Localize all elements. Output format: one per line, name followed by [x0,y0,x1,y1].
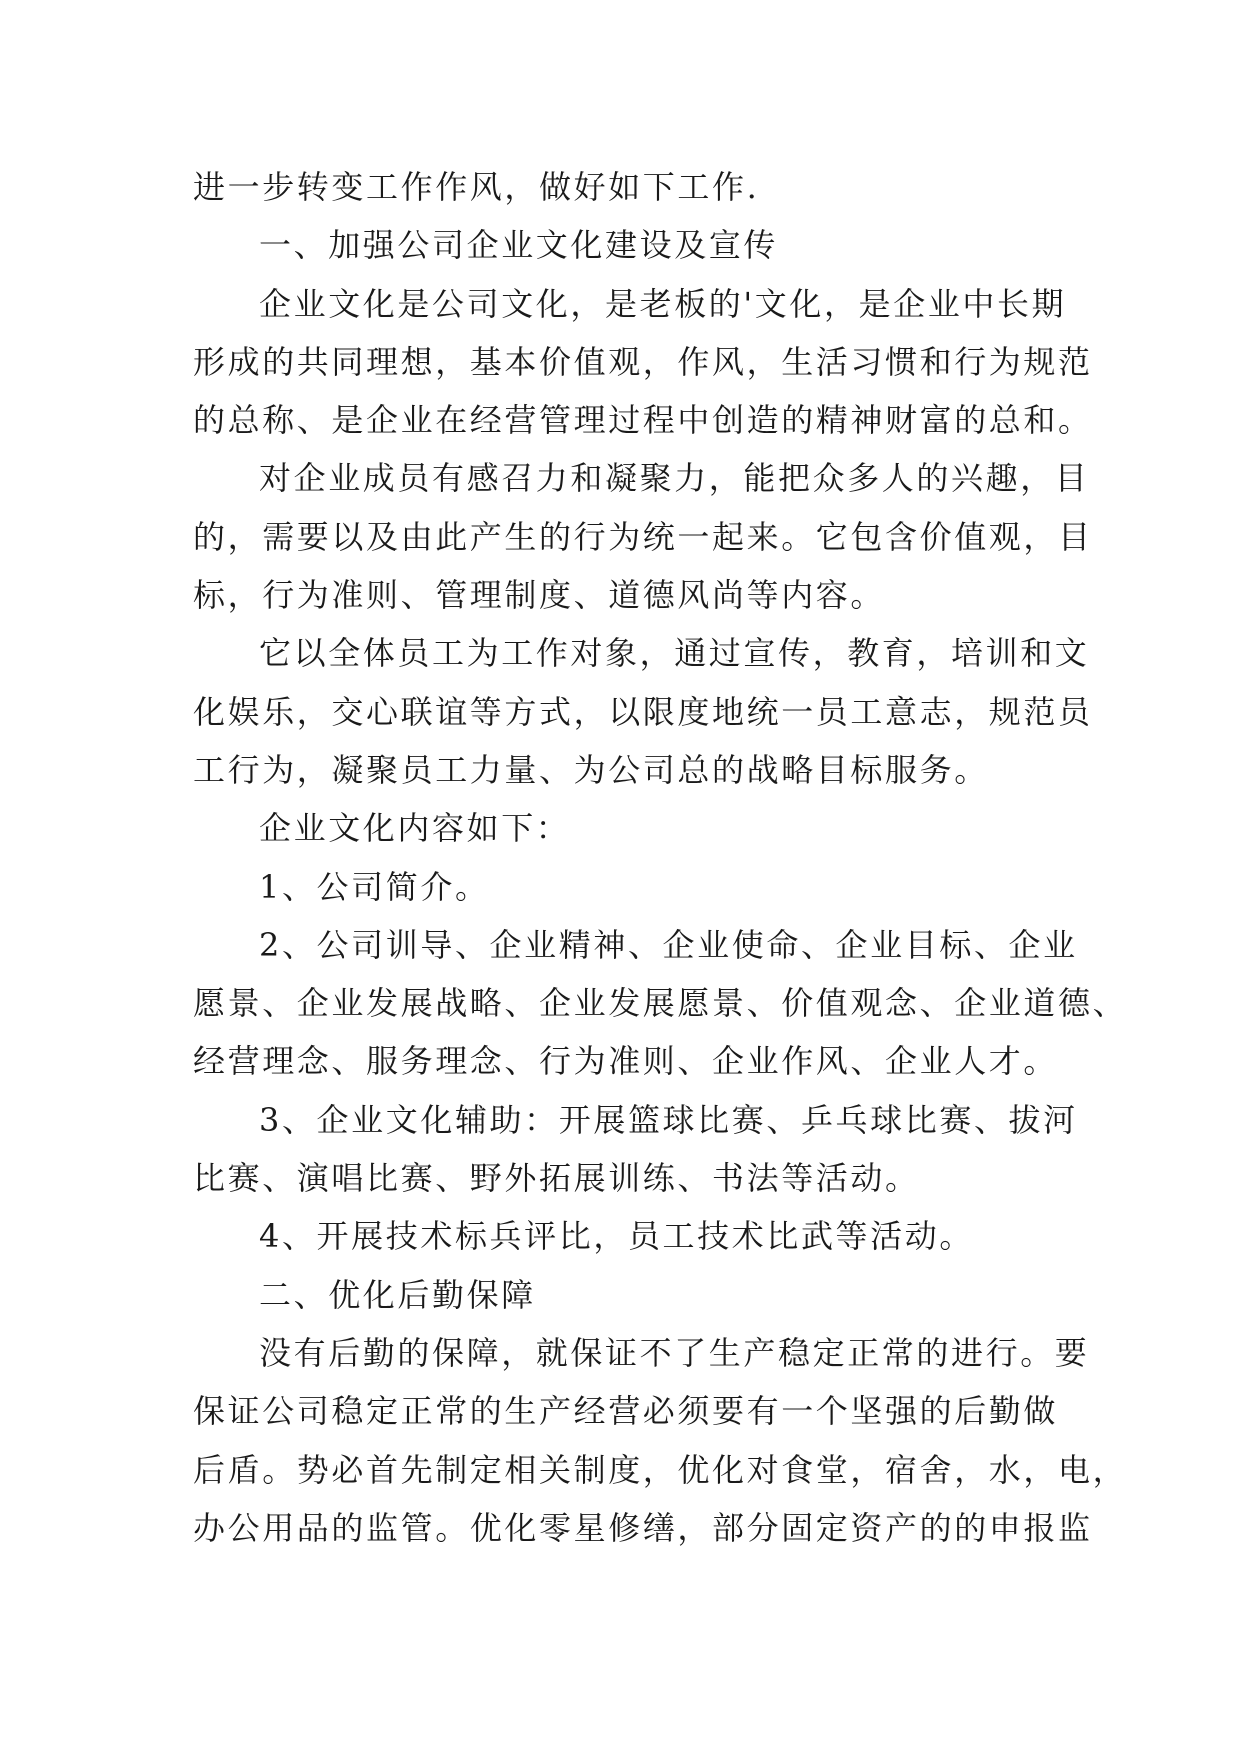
list-item: 3、企业文化辅助：开展篮球比赛、乒乓球比赛、拔河 [259,1100,1078,1139]
body-line: 保证公司稳定正常的生产经营必须要有一个坚强的后勤做 [193,1392,1059,1431]
body-line: 它以全体员工为工作对象，通过宣传，教育，培训和文 [259,634,1090,673]
body-line: 后盾。势必首先制定相关制度，优化对食堂，宿舍，水，电， [193,1450,1128,1489]
list-item: 2、公司训导、企业精神、企业使命、企业目标、企业 [259,925,1078,964]
list-item-continuation: 比赛、演唱比赛、野外拓展训练、书法等活动。 [193,1159,920,1198]
body-line: 的，需要以及由此产生的行为统一起来。它包含价值观，目 [193,517,1093,556]
section-heading: 二、优化后勤保障 [259,1275,536,1314]
section-heading: 一、加强公司企业文化建设及宣传 [259,226,779,265]
document-body [193,158,1128,1557]
list-item: 1、公司简介。 [259,867,490,906]
body-line: 形成的共同理想，基本价值观，作风，生活习惯和行为规范 [193,342,1093,381]
body-line: 没有后勤的保障，就保证不了生产稳定正常的进行。要 [259,1333,1090,1372]
body-line: 工行为，凝聚员工力量、为公司总的战略目标服务。 [193,750,989,789]
body-line: 对企业成员有感召力和凝聚力，能把众多人的兴趣，目 [259,459,1090,498]
list-item: 4、开展技术标兵评比，员工技术比武等活动。 [259,1217,974,1256]
body-line: 化娱乐，交心联谊等方式，以限度地统一员工意志，规范员 [193,692,1093,731]
body-line: 企业文化内容如下： [259,809,571,848]
list-item-continuation: 愿景、企业发展战略、企业发展愿景、价值观念、企业道德、 [193,984,1128,1023]
list-item-continuation: 经营理念、服务理念、行为准则、企业作风、企业人才。 [193,1042,1059,1081]
body-line: 办公用品的监管。优化零星修缮，部分固定资产的的申报监 [193,1508,1093,1547]
body-line: 企业文化是公司文化，是老板的'文化，是企业中长期 [259,284,1067,323]
body-line: 标，行为准则、管理制度、道德风尚等内容。 [193,576,886,615]
body-line: 进一步转变工作作风，做好如下工作. [193,168,760,206]
body-line: 的总称、是企业在经营管理过程中创造的精神财富的总和。 [193,401,1093,440]
